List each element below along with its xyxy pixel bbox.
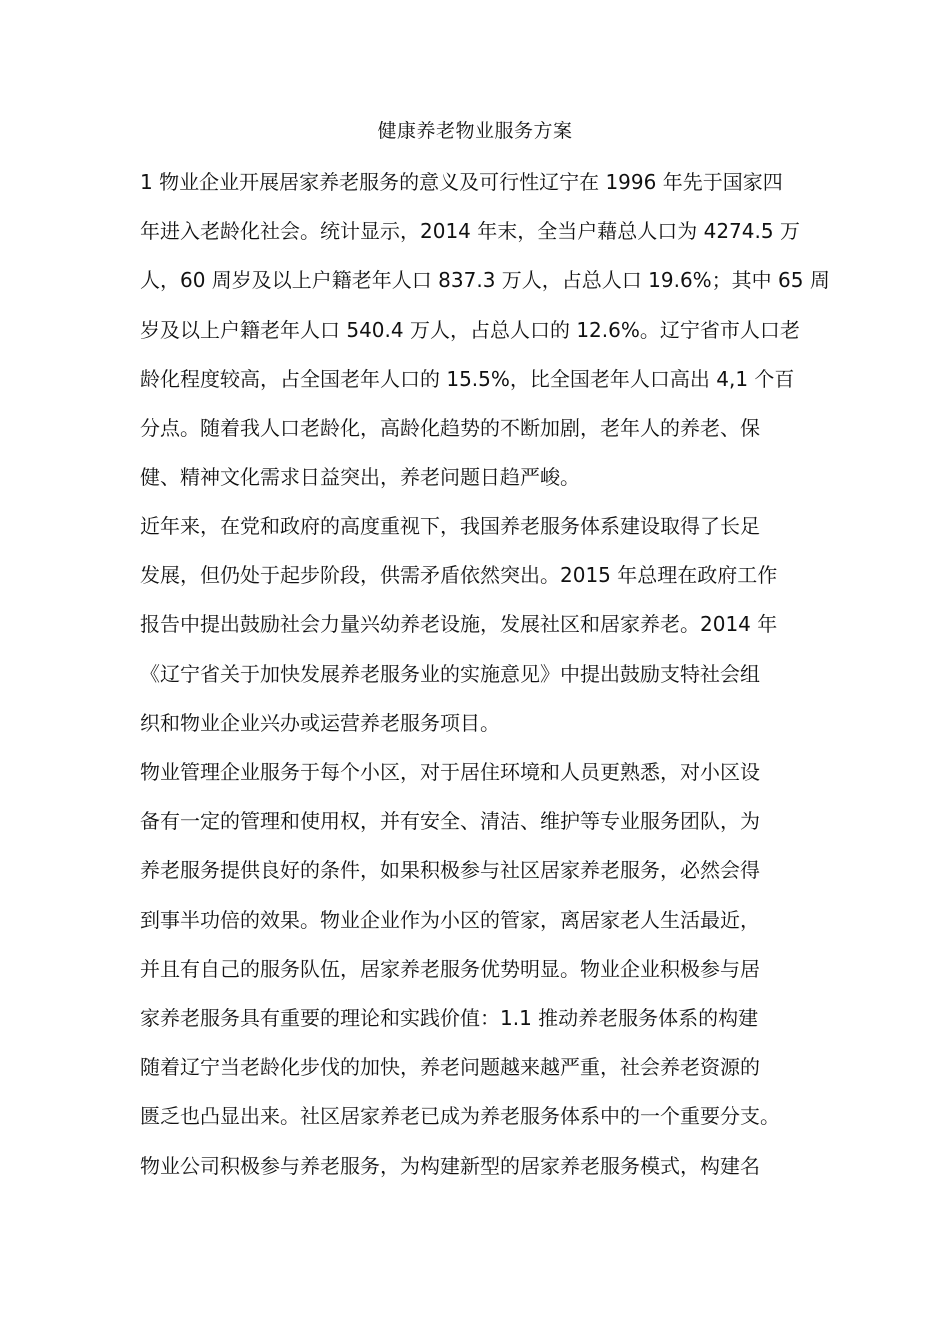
text-line: 岁及以上户籍老年人口 540.4 万人，占总人口的 12.6%。辽宁省市人口老 (140, 317, 800, 342)
text-line: 人，60 周岁及以上户籍老年人口 837.3 万人，占总人口 19.6%；其中 65 周 (140, 268, 830, 293)
text-line: 家养老服务具有重要的理论和实践价值：1.1 推动养老服务体系的构建 (140, 1006, 759, 1031)
text-line: 近年来，在党和政府的高度重视下，我国养老服务体系建设取得了长足 (140, 514, 760, 538)
text-line: 匮乏也凸显出来。社区居家养老已成为养老服务体系中的一个重要分支。 (140, 1104, 780, 1129)
paragraph-2 (140, 502, 820, 748)
text-line: 物业管理企业服务于每个小区，对于居住环境和人员更熟悉，对小区设 (140, 760, 760, 784)
text-line: 健、精神文化需求日益突出，养老问题日趋严峻。 (140, 465, 580, 490)
text-line: 发展，但仍处于起步阶段，供需矛盾依然突出。2015 年总理在政府工作 (140, 563, 778, 588)
text-line: 物业公司积极参与养老服务，为构建新型的居家养老服务模式，构建名 (140, 1153, 760, 1178)
text-line: 备有一定的管理和使用权，并有安全、清洁、维护等专业服务团队，为 (140, 809, 760, 834)
text-line: 分点。随着我人口老龄化，高龄化趋势的不断加剧，老年人的养老、保 (140, 416, 760, 441)
document-title: 健康养老物业服务方案 (377, 120, 573, 142)
text-line: 报告中提出鼓励社会力量兴幼养老设施，发展社区和居家养老。2014 年 (140, 612, 778, 637)
text-line: 随着辽宁当老龄化步伐的加快，养老问题越来越严重，社会养老资源的 (140, 1055, 760, 1080)
text-line: 《辽宁省关于加快发展养老服务业的实施意见》中提出鼓励支特社会组 (140, 661, 760, 686)
text-line: 并且有自己的服务队伍，居家养老服务优势明显。物业企业积极参与居 (140, 956, 760, 981)
paragraph-3 (140, 748, 820, 1191)
text-line: 龄化程度较高，占全国老年人口的 15.5%，比全国老年人口高出 4,1 个百 (140, 366, 795, 391)
text-line: 养老服务提供良好的条件，如果积极参与社区居家养老服务，必然会得 (140, 858, 760, 883)
text-line: 到事半功倍的效果。物业企业作为小区的管家，离居家老人生活最近， (140, 907, 760, 932)
text-line: 织和物业企业兴办或运营养老服务项目。 (140, 710, 500, 735)
text-line: 1 物业企业开展居家养老服务的意义及可行性辽宁在 1996 年先于国家四 (140, 170, 783, 194)
text-line: 年进入老龄化社会。统计显示，2014 年末，全当户藉总人口为 4274.5 万 (140, 219, 800, 244)
paragraph-1 (140, 158, 830, 502)
